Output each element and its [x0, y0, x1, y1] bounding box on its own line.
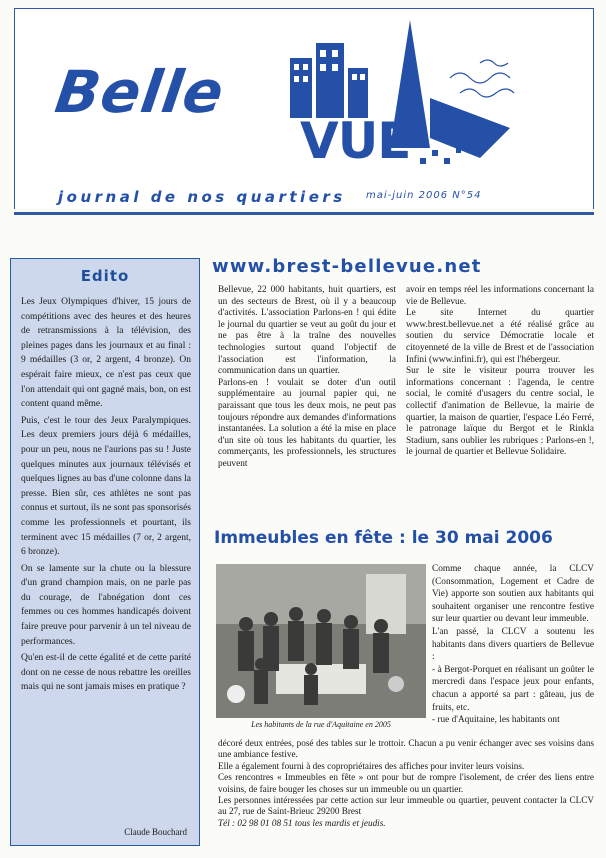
fete-paragraph: Comme chaque année, la CLCV (Consommation, Logement et Cadre de Vie) apporte son soutien aux habitants qui souhaitent organiser une rencontre festive sur leur quartier ou devant leur immeuble.: [432, 564, 594, 625]
fete-paragraph: Les personnes intéressées par cette action sur leur immeuble ou quartier, peuvent contacter la CLCV au 27, rue de Saint-Brieuc 29200 Brest: [218, 795, 594, 817]
photo-caption: Les habitants de la rue d'Aquitaine en 2005: [251, 720, 391, 729]
edito-paragraph: Qu'en est-il de cette égalité et de cette parité dont on ne cesse de nous rebattre les oreilles mais qui ne sont jamais mises en pratique ?: [21, 653, 191, 693]
tagline: journal de nos quartiers: [58, 188, 346, 206]
edito-paragraph: Les Jeux Olympiques d'hiver, 15 jours de compétitions avec des heures et des heures de retransmissions à la télévision, des pleines pages dans les journaux et au final : 9 médailles (3 or, 2 argent, 4 bronze). On espérait faire mieux, ce n'est pas ceux que l'on attendait qui ont gagné mais, bon, on est content quand même.: [21, 297, 191, 410]
web-paragraph: Bellevue, 22 000 habitants, huit quartiers, est un des secteurs de Brest, où il y a beaucoup d'activités. L'association Parlons-en ! qui édite le journal du quartier se veut au goût du jour et ne pas être à la traîne des nouvelles technologies surtout quand l'objectif de l'association est l'information, la communication dans un quartier.: [218, 285, 396, 377]
fete-paragraph: Elle a également fourni à des copropriétaires des affiches pour inviter leurs voisins.: [218, 760, 525, 771]
logo-belle: Belle: [51, 58, 229, 126]
web-paragraph: Parlons-en ! voulait se doter d'un outil supplémentaire au journal papier qui, ne paraissant que tous les deux mois, ne peut pas toujours répondre aux demandes d'informations instantanées. La solution a été la mise en place d'un site où tous les habitants du quartier, les commerçants, les professionnels, les structures peuvent: [218, 377, 396, 469]
edito-signature: Claude Bouchard: [124, 827, 187, 837]
fete-paragraph: - à Bergot-Porquet en réalisant un goûter le mercredi dans l'espace jeux pour enfants, chacun a apporté sa part : gâteau, jus de fruits, etc.: [432, 664, 594, 713]
edito-paragraph: On se lamente sur la chute ou la blessure d'un grand champion mais, on ne parle pas du courage, de l'abnégation dont ces femmes ou ces hommes handicapés doivent faire preuve pour parvenir à un tel niveau de performances.: [21, 563, 191, 647]
edito-box: [10, 258, 200, 846]
logo-vue: VUE: [300, 112, 411, 170]
web-column-2: [406, 285, 594, 459]
masthead-rule: [14, 212, 594, 215]
web-paragraph: Le site Internet du quartier www.brest.bellevue.net a été réalisé grâce au soutien du service Démocratie locale et citoyenneté de la ville de Brest et de l'association Infini (www.infini.fr), qui est l'hébergeur.: [406, 308, 594, 365]
fete-contact: Tél : 02 98 01 08 51 tous les mardis et jeudis.: [218, 817, 386, 828]
fete-paragraph: Ces rencontres « Immeubles en fête » ont pour but de rompre l'isolement, de créer des liens entre voisins, de faire bouger les choses sur un immeuble ou un quartier.: [218, 772, 594, 794]
fete-bottom-text: [218, 738, 594, 829]
group-photo: [216, 564, 426, 718]
fete-paragraph: décoré deux entrées, posé des tables sur le trottoir. Chacun a pu venir échanger avec ses voisins dans une ambiance festive.: [218, 738, 594, 760]
fete-side-column: [432, 563, 594, 727]
fete-paragraph: - rue d'Aquitaine, les habitants ont: [432, 715, 560, 726]
web-paragraph: Sur le site le visiteur pourra trouver les informations concernant : l'agenda, le centre social, le comité d'usagers du centre social, le collectif d'animation de Bellevue, la mairie de quartier, la maison de quartier, l'espace Léo Ferré, le patronage laïque du Bergot et le Rinkla Stadium, sans oublier les rubriques : Parlons-en !, le journal de quartier et Bellevue Solidaire.: [406, 366, 594, 458]
issue-info: mai-juin 2006 N°54: [366, 190, 482, 201]
fete-heading: Immeubles en fête : le 30 mai 2006: [214, 528, 553, 548]
website-heading[interactable]: www.brest-bellevue.net: [212, 256, 482, 277]
web-column-1: [218, 285, 396, 471]
fete-paragraph: L'an passé, la CLCV a soutenu les habitants dans divers quartiers de Bellevue :: [432, 626, 594, 663]
edito-title: Edito: [80, 267, 130, 285]
edito-paragraph: Puis, c'est le tour des Jeux Paralympiques. Les deux premiers jours déjà 6 médailles, pour un peu, nous ne l'aurions pas su ! Juste quelques minutes aux journaux télévisés et quelques lignes au bas d'une colonne dans la presse. Bien sûr, ces athlètes ne sont pas connus et surtout, ils ne sont pas sponsorisés comme les professionnels et pourtant, ils terminent avec 15 médailles (7 or, 2 argent, 6 bronze).: [21, 415, 191, 558]
web-paragraph: avoir en temps réel les informations concernant la vie de Bellevue.: [406, 285, 594, 307]
edito-body: [21, 295, 191, 697]
